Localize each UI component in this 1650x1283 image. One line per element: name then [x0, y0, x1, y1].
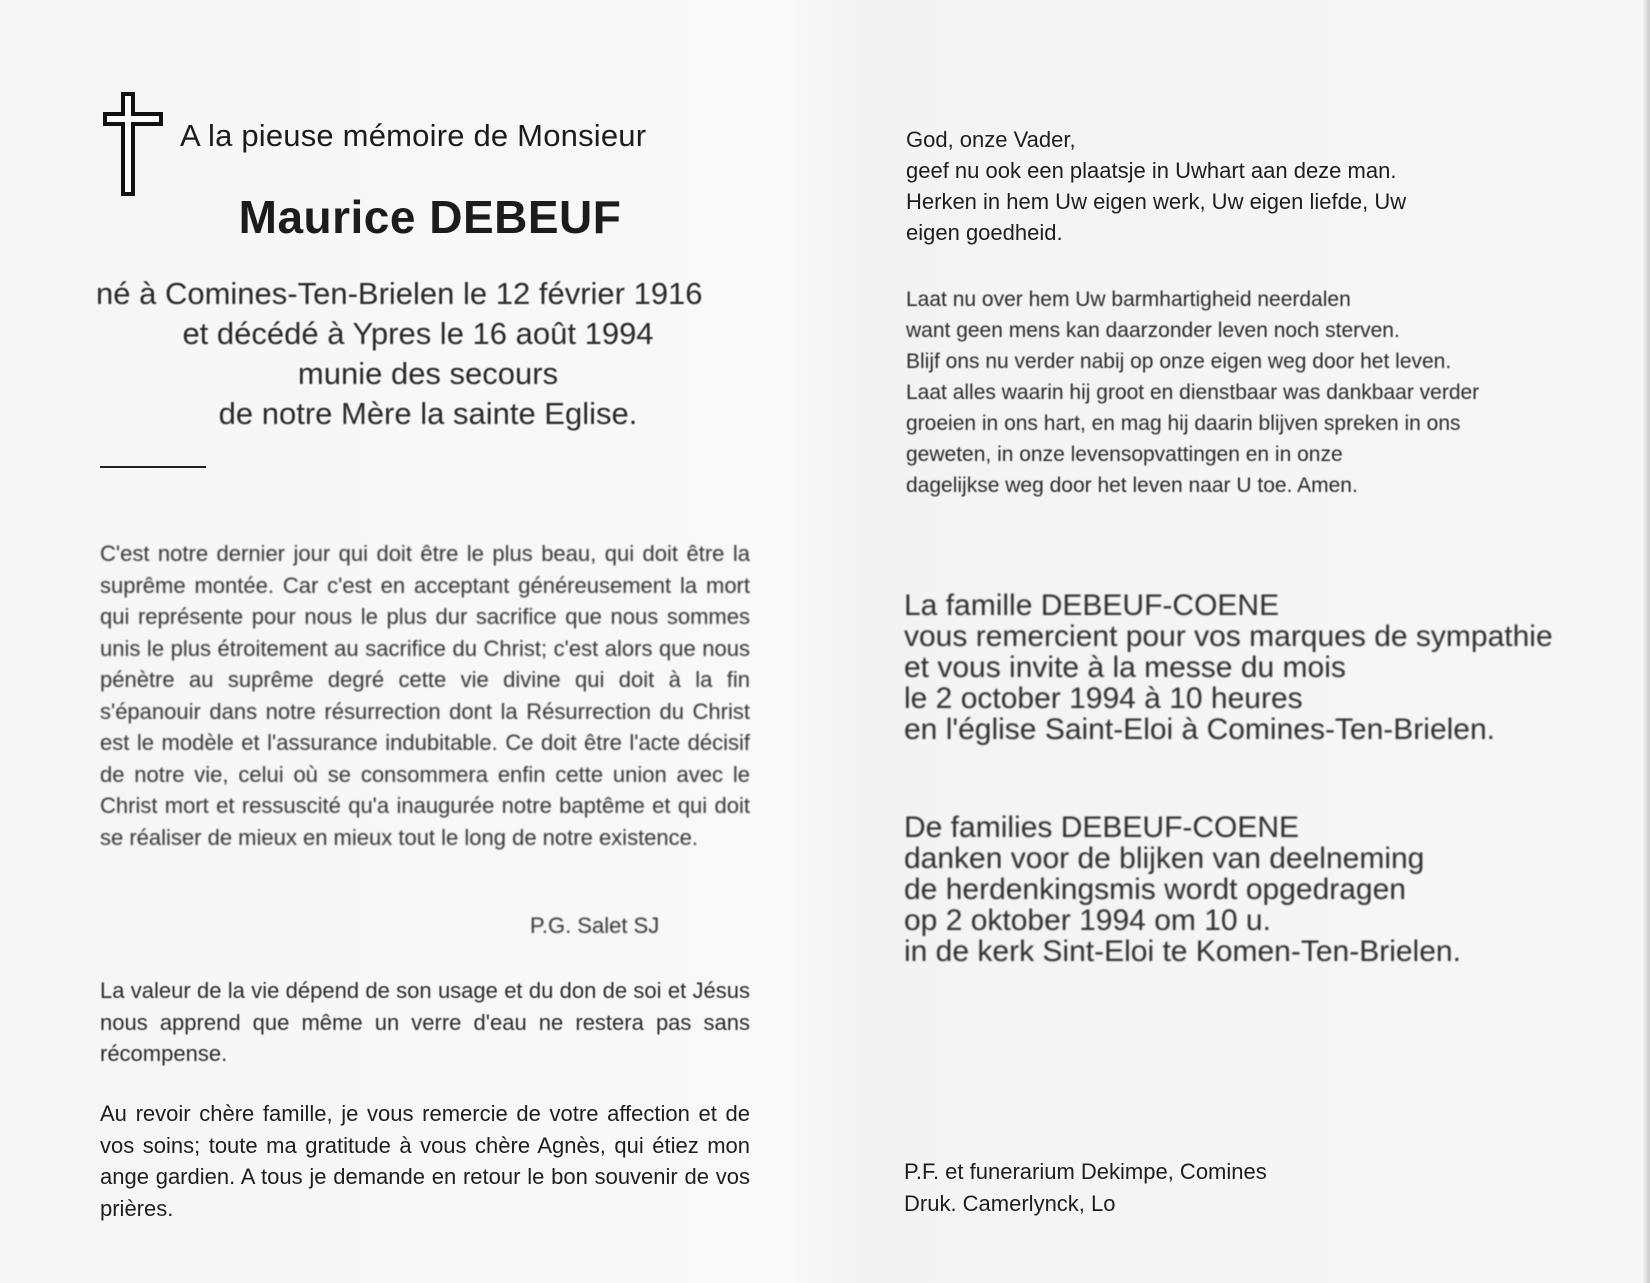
family-line: De families DEBEUF-COENE: [904, 811, 1300, 844]
family-line: de herdenkingsmis wordt opgedragen: [904, 873, 1406, 906]
family-thanks-french: [904, 590, 1624, 745]
value-of-life-paragraph: La valeur de la vie dépend de son usage et du don de soi et Jésus nous apprend que même un verre d'eau ne restera pas sans récompense.: [100, 978, 750, 1066]
funeral-home-line: P.F. et funerarium Dekimpe, Comines: [904, 1159, 1267, 1184]
divider: [100, 466, 206, 468]
death-line: et décédé à Ypres le 16 août 1994: [182, 316, 654, 351]
prayer-line: Laat nu over hem Uw barmhartigheid neerdalen: [906, 288, 1351, 311]
deceased-name: Maurice DEBEUF: [238, 191, 622, 243]
quote-author: P.G. Salet SJ: [530, 913, 660, 938]
prayer-line: geef nu ook een plaatsje in Uwhart aan deze man.: [906, 158, 1397, 183]
quote-text: C'est notre dernier jour qui doit être le plus beau, qui doit être la suprême montée. Car c'est en acceptant généreusement la mort qui représente pour nous le plus dur sacrifice que nous sommes unis le plus étroitement au sacrifice du Christ; c'est alors que nous pénètre au suprême degré cette vie divine qui doit à la fin s'épanouir dans notre résurrection dont la Résurrection du Christ est le modèle et l'assurance indubitable. Ce doit être l'acte décisif de notre vie, celui où se consommera enfin cette union avec le Christ mort et ressuscité qu'a inaugurée notre baptême et qui doit se réaliser de mieux en mieux tout le long de notre existence.: [100, 541, 750, 850]
prayer-line: want geen mens kan daarzonder leven noch sterven.: [906, 319, 1400, 342]
prayer-line: Herken in hem Uw eigen werk, Uw eigen liefde, Uw: [906, 189, 1407, 214]
prayer-line: eigen goedheid.: [906, 220, 1063, 245]
prayer-line: dagelijkse weg door het leven naar U toe. Amen.: [906, 474, 1358, 497]
printer-line: Druk. Camerlynck, Lo: [904, 1191, 1116, 1216]
family-line: vous remercient pour vos marques de sympathie: [904, 620, 1553, 653]
cross-icon: [101, 92, 169, 198]
family-thanks-dutch: [904, 812, 1624, 967]
card-edge-shadow: [1642, 0, 1650, 1283]
printer-credits: [904, 1156, 1267, 1220]
family-line: op 2 oktober 1994 om 10 u.: [904, 904, 1271, 937]
prayer-line: groeien in ons hart, en mag hij daarin blijven spreken in ons: [906, 412, 1461, 435]
church-line: de notre Mère la sainte Eglise.: [218, 396, 638, 431]
sacraments-line: munie des secours: [297, 356, 559, 391]
family-line: en l'église Saint-Eloi à Comines-Ten-Brielen.: [904, 713, 1496, 746]
birth-death-details: [96, 274, 760, 434]
prayer-line: Blijf ons nu verder nabij op onze eigen weg door het leven.: [906, 350, 1452, 373]
memorial-heading: A la pieuse mémoire de Monsieur: [180, 118, 647, 153]
prayer-stanza-2: [906, 284, 1596, 501]
farewell-paragraph: Au revoir chère famille, je vous remercie de votre affection et de vos soins; toute ma gratitude à vous chère Agnès, qui étiez mon ange gardien. A tous je demande en retour le bon souvenir de vos prières.: [100, 1101, 750, 1221]
family-line: La famille DEBEUF-COENE: [904, 589, 1280, 622]
family-line: danken voor de blijken van deelneming: [904, 842, 1425, 875]
prayer-line: Laat alles waarin hij groot en dienstbaar was dankbaar verder: [906, 381, 1480, 404]
family-line: et vous invite à la messe du mois: [904, 651, 1346, 684]
prayer-line: geweten, in onze levensopvattingen en in onze: [906, 443, 1343, 466]
family-line: in de kerk Sint-Eloi te Komen-Ten-Brielen.: [904, 935, 1461, 968]
birth-line: né à Comines-Ten-Brielen le 12 février 1916: [96, 276, 703, 311]
family-line: le 2 october 1994 à 10 heures: [904, 682, 1303, 715]
prayer-line: God, onze Vader,: [906, 127, 1076, 152]
prayer-stanza-1: [906, 124, 1546, 248]
